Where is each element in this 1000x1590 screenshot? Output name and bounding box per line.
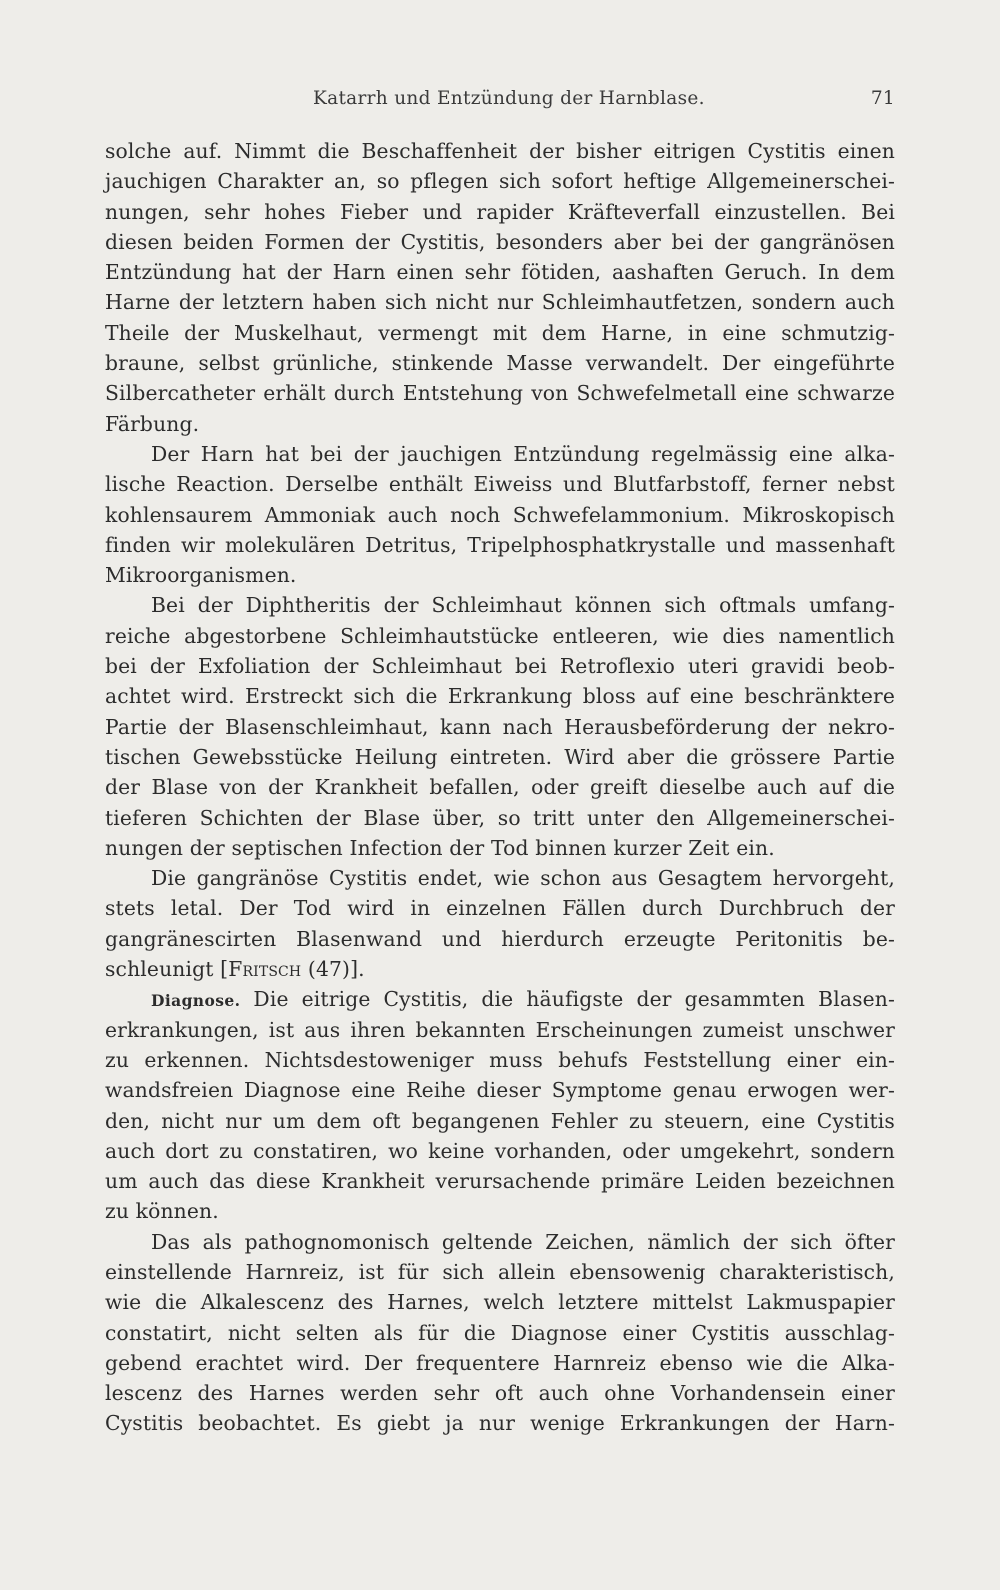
section-heading-diagnose: Diagnose. — [151, 991, 241, 1011]
text-line: um auch das diese Krankheit verursachende primäre Leiden bezeichnen — [105, 1169, 895, 1194]
text-line: achtet wird. Erstreckt sich die Erkrankung bloss auf eine beschränktere — [105, 684, 895, 709]
page-number: 71 — [870, 88, 895, 109]
text-line: braune, selbst grünliche, stinkende Masse verwandelt. Der eingeführte — [105, 351, 895, 376]
text-line: gebend erachtet wird. Der frequentere Harnreiz ebenso wie die Alka- — [105, 1350, 895, 1375]
text-line: gangränescirten Blasenwand und hierdurch erzeugte Peritonitis be- — [105, 926, 895, 951]
citation-suffix: (47)]. — [301, 957, 365, 982]
text-line: Harne der letztern haben sich nicht nur Schleimhautfetzen, sondern auch — [105, 290, 895, 315]
text-line: Theile der Muskelhaut, vermengt mit dem Harne, in eine schmutzig- — [105, 320, 895, 345]
text-line: kohlensaurem Ammoniak auch noch Schwefelammonium. Mikroskopisch — [105, 502, 895, 527]
text-line: Der Harn hat bei der jauchigen Entzündung regelmässig eine alka- — [151, 441, 895, 466]
text-line: finden wir molekulären Detritus, Tripelphosphatkrystalle und massenhaft — [105, 532, 895, 557]
text-line: constatirt, nicht selten als für die Diagnose einer Cystitis ausschlag- — [105, 1320, 895, 1345]
text-line: solche auf. Nimmt die Beschaffenheit der bisher eitrigen Cystitis einen — [105, 139, 895, 163]
text-line: lische Reaction. Derselbe enthält Eiweiss und Blutfarbstoff, ferner nebst — [105, 472, 895, 497]
text-line: wie die Alkalescenz des Harnes, welch letztere mittelst Lakmuspapier — [105, 1290, 895, 1315]
text-line: Die gangränöse Cystitis endet, wie schon aus Gesagtem hervorgeht, — [151, 866, 895, 891]
text-line: Cystitis beobachtet. Es giebt ja nur wenige Erkrankungen der Harn- — [105, 1411, 895, 1436]
text-line: Silbercatheter erhält durch Entstehung von Schwefelmetall eine schwarze — [105, 381, 895, 406]
text-line: auch dort zu constatiren, wo keine vorhanden, oder umgekehrt, sondern — [105, 1138, 895, 1163]
text-line: reiche abgestorbene Schleimhautstücke entleeren, wie dies namentlich — [105, 623, 895, 648]
text-line-citation — [105, 954, 895, 984]
citation-author: Fritsch — [228, 957, 302, 982]
text-line: lescenz des Harnes werden sehr oft auch ohne Vorhandensein einer — [105, 1381, 895, 1406]
text-line: erkrankungen, ist aus ihren bekannten Erscheinungen zumeist unschwer — [105, 1017, 895, 1042]
text-line: der Blase von der Krankheit befallen, oder greift dieselbe auch auf die — [105, 775, 895, 800]
text-line: stets letal. Der Tod wird in einzelnen Fällen durch Durchbruch der — [105, 896, 895, 921]
diagnose-text: Die eitrige Cystitis, die häufigste der gesammten Blasen- — [240, 987, 895, 1012]
text-line: den, nicht nur um dem oft begangenen Fehler zu steuern, eine Cystitis — [105, 1108, 895, 1133]
text-line: Bei der Diphtheritis der Schleimhaut können sich oftmals umfang- — [151, 593, 895, 618]
text-line: jauchigen Charakter an, so pflegen sich sofort heftige Allgemeinerschei- — [105, 169, 895, 194]
text-line: wandsfreien Diagnose eine Reihe dieser Symptome genau erwogen wer- — [105, 1078, 895, 1103]
text-line: Partie der Blasenschleimhaut, kann nach Herausbeförderung der nekro- — [105, 714, 895, 739]
text-line: tischen Gewebsstücke Heilung eintreten. Wird aber die grössere Partie — [105, 744, 895, 769]
text-line: tieferen Schichten der Blase über, so tritt unter den Allgemeinerschei- — [105, 805, 895, 830]
text-line: zu können. — [105, 1199, 219, 1224]
running-title: Katarrh und Entzündung der Harnblase. — [313, 88, 705, 109]
text-line: zu erkennen. Nichtsdestoweniger muss behufs Feststellung einer ein- — [105, 1047, 895, 1072]
text-line-diagnose — [105, 984, 895, 1014]
text-line: bei der Exfoliation der Schleimhaut bei Retroflexio uteri gravidi beob- — [105, 654, 895, 679]
text-line: einstellende Harnreiz, ist für sich allein ebensowenig charakteristisch, — [105, 1259, 895, 1284]
text-line: nungen, sehr hohes Fieber und rapider Kräfteverfall einzustellen. Bei — [105, 199, 895, 224]
text-line: diesen beiden Formen der Cystitis, besonders aber bei der gangränösen — [105, 229, 895, 254]
running-header — [105, 88, 895, 114]
text-line: nungen der septischen Infection der Tod binnen kurzer Zeit ein. — [105, 835, 775, 860]
body-text — [105, 136, 895, 1439]
text-line: Mikroorganismen. — [105, 563, 297, 588]
text-line: Färbung. — [105, 411, 200, 436]
text-line: Das als pathognomonisch geltende Zeichen, nämlich der sich öfter — [151, 1229, 895, 1254]
citation-prefix: schleunigt [ — [105, 957, 229, 982]
text-line: Entzündung hat der Harn einen sehr fötiden, aashaften Geruch. In dem — [105, 260, 895, 285]
